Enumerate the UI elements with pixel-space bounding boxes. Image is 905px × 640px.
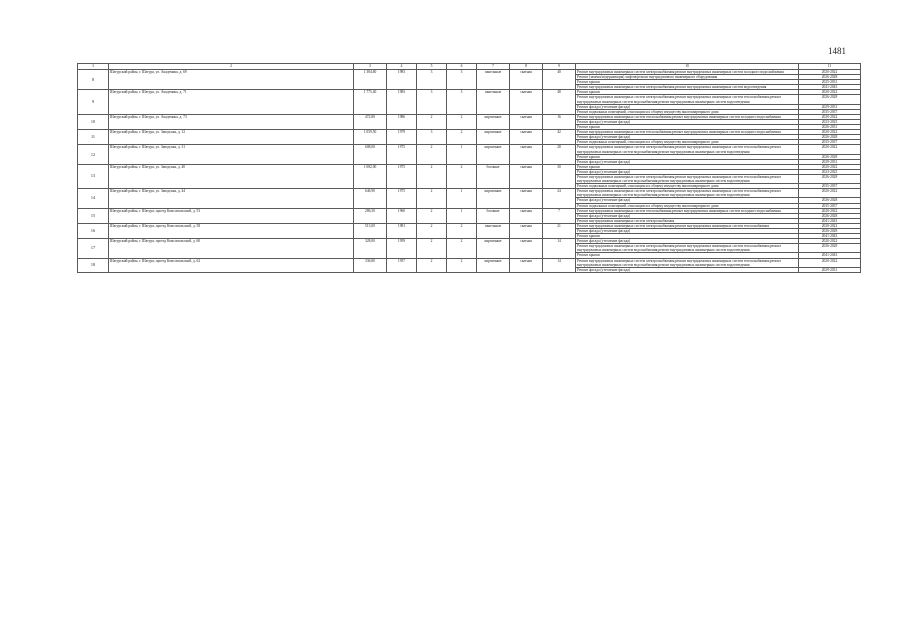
- apartments-cell: 42: [543, 130, 576, 145]
- address-cell: Шатурский район, г. Шатура, ул. Академика, д. 73: [109, 114, 354, 129]
- work-type-cell: Ремонт крыши: [576, 253, 799, 258]
- area-cell: 1 059,50: [354, 130, 387, 145]
- floors-cell: 2: [417, 145, 447, 164]
- roof-type-cell: скатная: [510, 114, 543, 129]
- page-number: 1481: [828, 46, 846, 56]
- year-cell: 1981: [387, 223, 417, 238]
- apartments-cell: 16: [543, 114, 576, 129]
- apartments-cell: 28: [543, 145, 576, 164]
- year-cell: 1975: [387, 164, 417, 188]
- period-cell: 2029-2031: [799, 104, 861, 109]
- entrances-cell: 2: [447, 223, 477, 238]
- row-number: 15: [78, 208, 109, 223]
- period-cell: 2041-2043: [799, 253, 861, 258]
- apartments-cell: 40: [543, 70, 576, 90]
- wall-material-cell: панельные: [477, 90, 510, 114]
- work-type-cell: Ремонт внутридомовых инженерных систем электроснабжения;ремонт внутридомовых инженерных систем теплоснабжения;ремонт внутридомовых инженерных систем водоснабжения;ремонт внутридомовых инженерных систем водоотведения: [576, 174, 799, 183]
- period-cell: 2026-2028: [799, 244, 861, 253]
- row-number: 13: [78, 164, 109, 188]
- roof-type-cell: скатная: [510, 239, 543, 258]
- address-cell: Шатурский район, г. Шатура, ул. Заводская, д. 31: [109, 145, 354, 164]
- header-cell: 8: [510, 64, 543, 70]
- wall-material-cell: кирпичные: [477, 239, 510, 258]
- work-type-cell: Ремонт внутридомовых инженерных систем электроснабжения;ремонт внутридомовых инженерных систем холодного водоснабжения: [576, 70, 799, 75]
- table-row: [78, 130, 861, 135]
- period-cell: 2020-2022: [799, 223, 861, 228]
- row-number: 10: [78, 114, 109, 129]
- capital-repair-table: [77, 63, 861, 273]
- work-type-cell: Ремонт фасада (утепление фасада): [576, 169, 799, 174]
- year-cell: 1979: [387, 130, 417, 145]
- entrances-cell: 3: [447, 70, 477, 90]
- roof-type-cell: скатная: [510, 189, 543, 208]
- table-row: [78, 145, 861, 154]
- floors-cell: 3: [417, 130, 447, 145]
- period-cell: 2026-2028: [799, 154, 861, 159]
- work-type-cell: Ремонт подвальных помещений, относящихся к общему имуществу многоквартирного дома: [576, 140, 799, 145]
- period-cell: 2020-2022: [799, 90, 861, 95]
- apartments-cell: 14: [543, 239, 576, 258]
- year-cell: 1975: [387, 189, 417, 208]
- apartments-cell: 7: [543, 208, 576, 223]
- entrances-cell: 2: [447, 164, 477, 188]
- row-number: 17: [78, 239, 109, 258]
- wall-material-cell: блочные: [477, 208, 510, 223]
- work-type-cell: Ремонт внутридомовых инженерных систем электроснабжения;ремонт внутридомовых инженерных систем теплоснабжения: [576, 223, 799, 228]
- apartments-cell: 14: [543, 258, 576, 272]
- floors-cell: 2: [417, 189, 447, 208]
- work-type-cell: Ремонт фасада (утепление фасада): [576, 213, 799, 218]
- period-cell: 2026-2028: [799, 135, 861, 140]
- work-type-cell: Ремонт внутридомовых инженерных систем электроснабжения;ремонт внутридомовых инженерных систем теплоснабжения;ремонт внутридомовых инженерных систем водоснабжения;ремонт внутридомовых инженерных систем водоотведения: [576, 189, 799, 198]
- work-type-cell: Ремонт внутридомовых инженерных систем теплоснабжения;ремонт внутридомовых инженерных систем холодного водоснабжения: [576, 114, 799, 119]
- work-type-cell: Ремонт крыши: [576, 154, 799, 159]
- entrances-cell: 1: [447, 189, 477, 208]
- row-number: 11: [78, 130, 109, 145]
- year-cell: 1986: [387, 114, 417, 129]
- period-cell: 2041-2043: [799, 234, 861, 239]
- roof-type-cell: скатная: [510, 145, 543, 164]
- floors-cell: 2: [417, 239, 447, 258]
- header-cell: 3: [354, 64, 387, 70]
- work-type-cell: Ремонт крыши: [576, 80, 799, 85]
- work-type-cell: Ремонт крыши: [576, 234, 799, 239]
- entrances-cell: 3: [447, 90, 477, 114]
- apartments-cell: 24: [543, 189, 576, 208]
- wall-material-cell: блочные: [477, 164, 510, 188]
- work-type-cell: Ремонт крыши: [576, 125, 799, 130]
- period-cell: 2026-2028: [799, 95, 861, 104]
- table-row: [78, 208, 861, 213]
- header-cell: 4: [387, 64, 417, 70]
- period-cell: 2026-2028: [799, 198, 861, 203]
- row-number: 9: [78, 90, 109, 114]
- period-cell: 2023-2025: [799, 119, 861, 124]
- year-cell: 1975: [387, 145, 417, 164]
- apartments-cell: 30: [543, 164, 576, 188]
- table-row: [78, 189, 861, 198]
- address-cell: Шатурский район, г. Шатура, ул. Заводская, д. 44: [109, 189, 354, 208]
- entrances-cell: 2: [447, 130, 477, 145]
- period-cell: 2026-2028: [799, 75, 861, 80]
- apartments-cell: 21: [543, 223, 576, 238]
- wall-material-cell: панельные: [477, 223, 510, 238]
- year-cell: 1960: [387, 208, 417, 223]
- period-cell: 2020-2022: [799, 239, 861, 244]
- area-cell: 646,90: [354, 189, 387, 208]
- work-type-cell: Ремонт подвальных помещений, относящихся к общему имуществу многоквартирного дома: [576, 109, 799, 114]
- area-cell: 328,00: [354, 239, 387, 258]
- year-cell: 1983: [387, 90, 417, 114]
- period-cell: 2023-2025: [799, 169, 861, 174]
- period-cell: 2025-2031: [799, 80, 861, 85]
- area-cell: 286,50: [354, 208, 387, 223]
- work-type-cell: Ремонт фасада (утепление фасада): [576, 267, 799, 272]
- floors-cell: 3: [417, 70, 447, 90]
- table-row: [78, 223, 861, 228]
- header-cell: 7: [477, 64, 510, 70]
- address-cell: Шатурский район, г. Шатура, ул. Академика, д. 71: [109, 90, 354, 114]
- area-cell: 1 384,60: [354, 70, 387, 90]
- work-type-cell: Ремонт фасада (утепление фасада): [576, 229, 799, 234]
- header-cell: 11: [799, 64, 861, 70]
- entrances-cell: 2: [447, 239, 477, 258]
- row-number: 18: [78, 258, 109, 272]
- work-type-cell: Ремонт фасада (утепление фасада): [576, 159, 799, 164]
- floors-cell: 2: [417, 208, 447, 223]
- roof-type-cell: скатная: [510, 90, 543, 114]
- table-row: [78, 258, 861, 267]
- floors-cell: 2: [417, 223, 447, 238]
- year-cell: 1983: [387, 70, 417, 90]
- work-type-cell: Ремонт фасада (утепление фасада): [576, 239, 799, 244]
- table-row: [78, 114, 861, 119]
- address-cell: Шатурский район, г. Шатура, ул. Заводская, д. 12: [109, 130, 354, 145]
- entrances-cell: 1: [447, 145, 477, 164]
- period-cell: 2041-2043: [799, 85, 861, 90]
- work-type-cell: Ремонт внутридомовых инженерных систем электроснабжения;ремонт внутридомовых инженерных систем теплоснабжения;ремонт внутридомовых инженерных систем водоснабжения;ремонт внутридомовых инженерных систем водоотведения: [576, 95, 799, 104]
- period-cell: 2029-2031: [799, 267, 861, 272]
- work-type-cell: Ремонт фасада (утепление фасада): [576, 119, 799, 124]
- work-type-cell: Ремонт крыши: [576, 164, 799, 169]
- address-cell: Шатурский район, г. Шатура, ул. Академика, д. 69: [109, 70, 354, 90]
- roof-type-cell: скатная: [510, 258, 543, 272]
- period-cell: 2020-2022: [799, 258, 861, 267]
- roof-type-cell: скатная: [510, 70, 543, 90]
- roof-type-cell: скатная: [510, 164, 543, 188]
- area-cell: 472,80: [354, 114, 387, 129]
- area-cell: 1 082,00: [354, 164, 387, 188]
- work-type-cell: Ремонт внутридомовых инженерных систем электроснабжения;ремонт внутридомовых инженерных систем теплоснабжения;ремонт внутридомовых инженерных систем водоснабжения;ремонт внутридомовых инженерных систем водоотведения: [576, 244, 799, 253]
- period-cell: 2020-2022: [799, 208, 861, 213]
- row-number: 12: [78, 145, 109, 164]
- wall-material-cell: панельные: [477, 70, 510, 90]
- period-cell: 2020-2022: [799, 130, 861, 135]
- header-cell: 9: [543, 64, 576, 70]
- floors-cell: 2: [417, 258, 447, 272]
- work-type-cell: Ремонт фасада (утепление фасада): [576, 198, 799, 203]
- work-type-cell: Ремонт внутридомовых инженерных систем электроснабжения;ремонт внутридомовых инженерных систем теплоснабжения;ремонт внутридомовых инженерных систем водоснабжения;ремонт внутридомовых инженерных систем водоотведения: [576, 258, 799, 267]
- table-body: [78, 70, 861, 273]
- wall-material-cell: кирпичные: [477, 189, 510, 208]
- entrances-cell: 2: [447, 114, 477, 129]
- work-type-cell: Ремонт фасада (утепление фасада): [576, 104, 799, 109]
- work-type-cell: Ремонт внутридомовых инженерных систем электроснабжения;ремонт внутридомовых инженерных систем теплоснабжения;ремонт внутридомовых инженерных систем водоснабжения;ремонт внутридомовых инженерных систем водоотведения: [576, 145, 799, 154]
- address-cell: Шатурский район, г. Шатура, проезд Комсомольский, д. 53: [109, 208, 354, 223]
- header-cell: 6: [447, 64, 477, 70]
- apartments-cell: 48: [543, 90, 576, 114]
- year-cell: 1957: [387, 258, 417, 272]
- work-type-cell: Ремонт крыши: [576, 90, 799, 95]
- area-cell: 1 775,40: [354, 90, 387, 114]
- period-cell: 2026-2028: [799, 213, 861, 218]
- period-cell: 2020-2022: [799, 189, 861, 198]
- period-cell: 2020-2022: [799, 164, 861, 169]
- period-cell: 2035-2037: [799, 140, 861, 145]
- area-cell: 336,80: [354, 258, 387, 272]
- address-cell: Шатурский район, г. Шатура, проезд Комсомольский, д. 62: [109, 258, 354, 272]
- period-cell: 2035-2037: [799, 203, 861, 208]
- wall-material-cell: кирпичные: [477, 130, 510, 145]
- period-cell: 2020-2022: [799, 70, 861, 75]
- wall-material-cell: кирпичные: [477, 258, 510, 272]
- period-cell: 2026-2031: [799, 125, 861, 130]
- work-type-cell: Ремонт подвальных помещений, относящихся к общему имуществу многоквартирного дома: [576, 203, 799, 208]
- floors-cell: 2: [417, 164, 447, 188]
- table-row: [78, 70, 861, 75]
- wall-material-cell: кирпичные: [477, 114, 510, 129]
- period-cell: 2026-2028: [799, 174, 861, 183]
- period-cell: 2020-2022: [799, 114, 861, 119]
- work-type-cell: Ремонт (замена/модернизация) лифтов/ремонт внутридомового инженерного оборудования: [576, 75, 799, 80]
- entrances-cell: 2: [447, 258, 477, 272]
- address-cell: Шатурский район, г. Шатура, проезд Комсомольский, д. 60: [109, 239, 354, 258]
- year-cell: 1959: [387, 239, 417, 258]
- address-cell: Шатурский район, г. Шатура, ул. Заводская, д. 40: [109, 164, 354, 188]
- header-cell: 10: [576, 64, 799, 70]
- work-type-cell: Ремонт подвальных помещений, относящихся к общему имуществу многоквартирного дома: [576, 184, 799, 189]
- roof-type-cell: скатная: [510, 223, 543, 238]
- work-type-cell: Ремонт внутридомовых инженерных систем теплоснабжения;ремонт внутридомовых инженерных систем холодного водоснабжения: [576, 130, 799, 135]
- header-cell: 1: [78, 64, 109, 70]
- work-type-cell: Ремонт внутридомовых инженерных систем теплоснабжения;ремонт внутридомовых инженерных систем холодного водоснабжения: [576, 208, 799, 213]
- period-cell: 2035-2037: [799, 109, 861, 114]
- period-cell: 2041-2043: [799, 218, 861, 223]
- work-type-cell: Ремонт внутридомовых инженерных систем электроснабжения: [576, 218, 799, 223]
- floors-cell: 3: [417, 90, 447, 114]
- period-cell: 2035-2037: [799, 184, 861, 189]
- row-number: 8: [78, 70, 109, 90]
- row-number: 14: [78, 189, 109, 208]
- period-cell: 2029-2031: [799, 159, 861, 164]
- wall-material-cell: кирпичные: [477, 145, 510, 164]
- entrances-cell: 1: [447, 208, 477, 223]
- address-cell: Шатурский район, г. Шатура, проезд Комсомольский, д. 58: [109, 223, 354, 238]
- work-type-cell: Ремонт внутридомовых инженерных систем электроснабжения;ремонт внутридомовых инженерных систем водоотведения: [576, 85, 799, 90]
- header-cell: 2: [109, 64, 354, 70]
- period-cell: 2020-2022: [799, 145, 861, 154]
- roof-type-cell: скатная: [510, 130, 543, 145]
- period-cell: 2026-2028: [799, 229, 861, 234]
- row-number: 16: [78, 223, 109, 238]
- area-cell: 608,00: [354, 145, 387, 164]
- roof-type-cell: скатная: [510, 208, 543, 223]
- header-cell: 5: [417, 64, 447, 70]
- work-type-cell: Ремонт фасада (утепление фасада): [576, 135, 799, 140]
- floors-cell: 2: [417, 114, 447, 129]
- area-cell: 513,00: [354, 223, 387, 238]
